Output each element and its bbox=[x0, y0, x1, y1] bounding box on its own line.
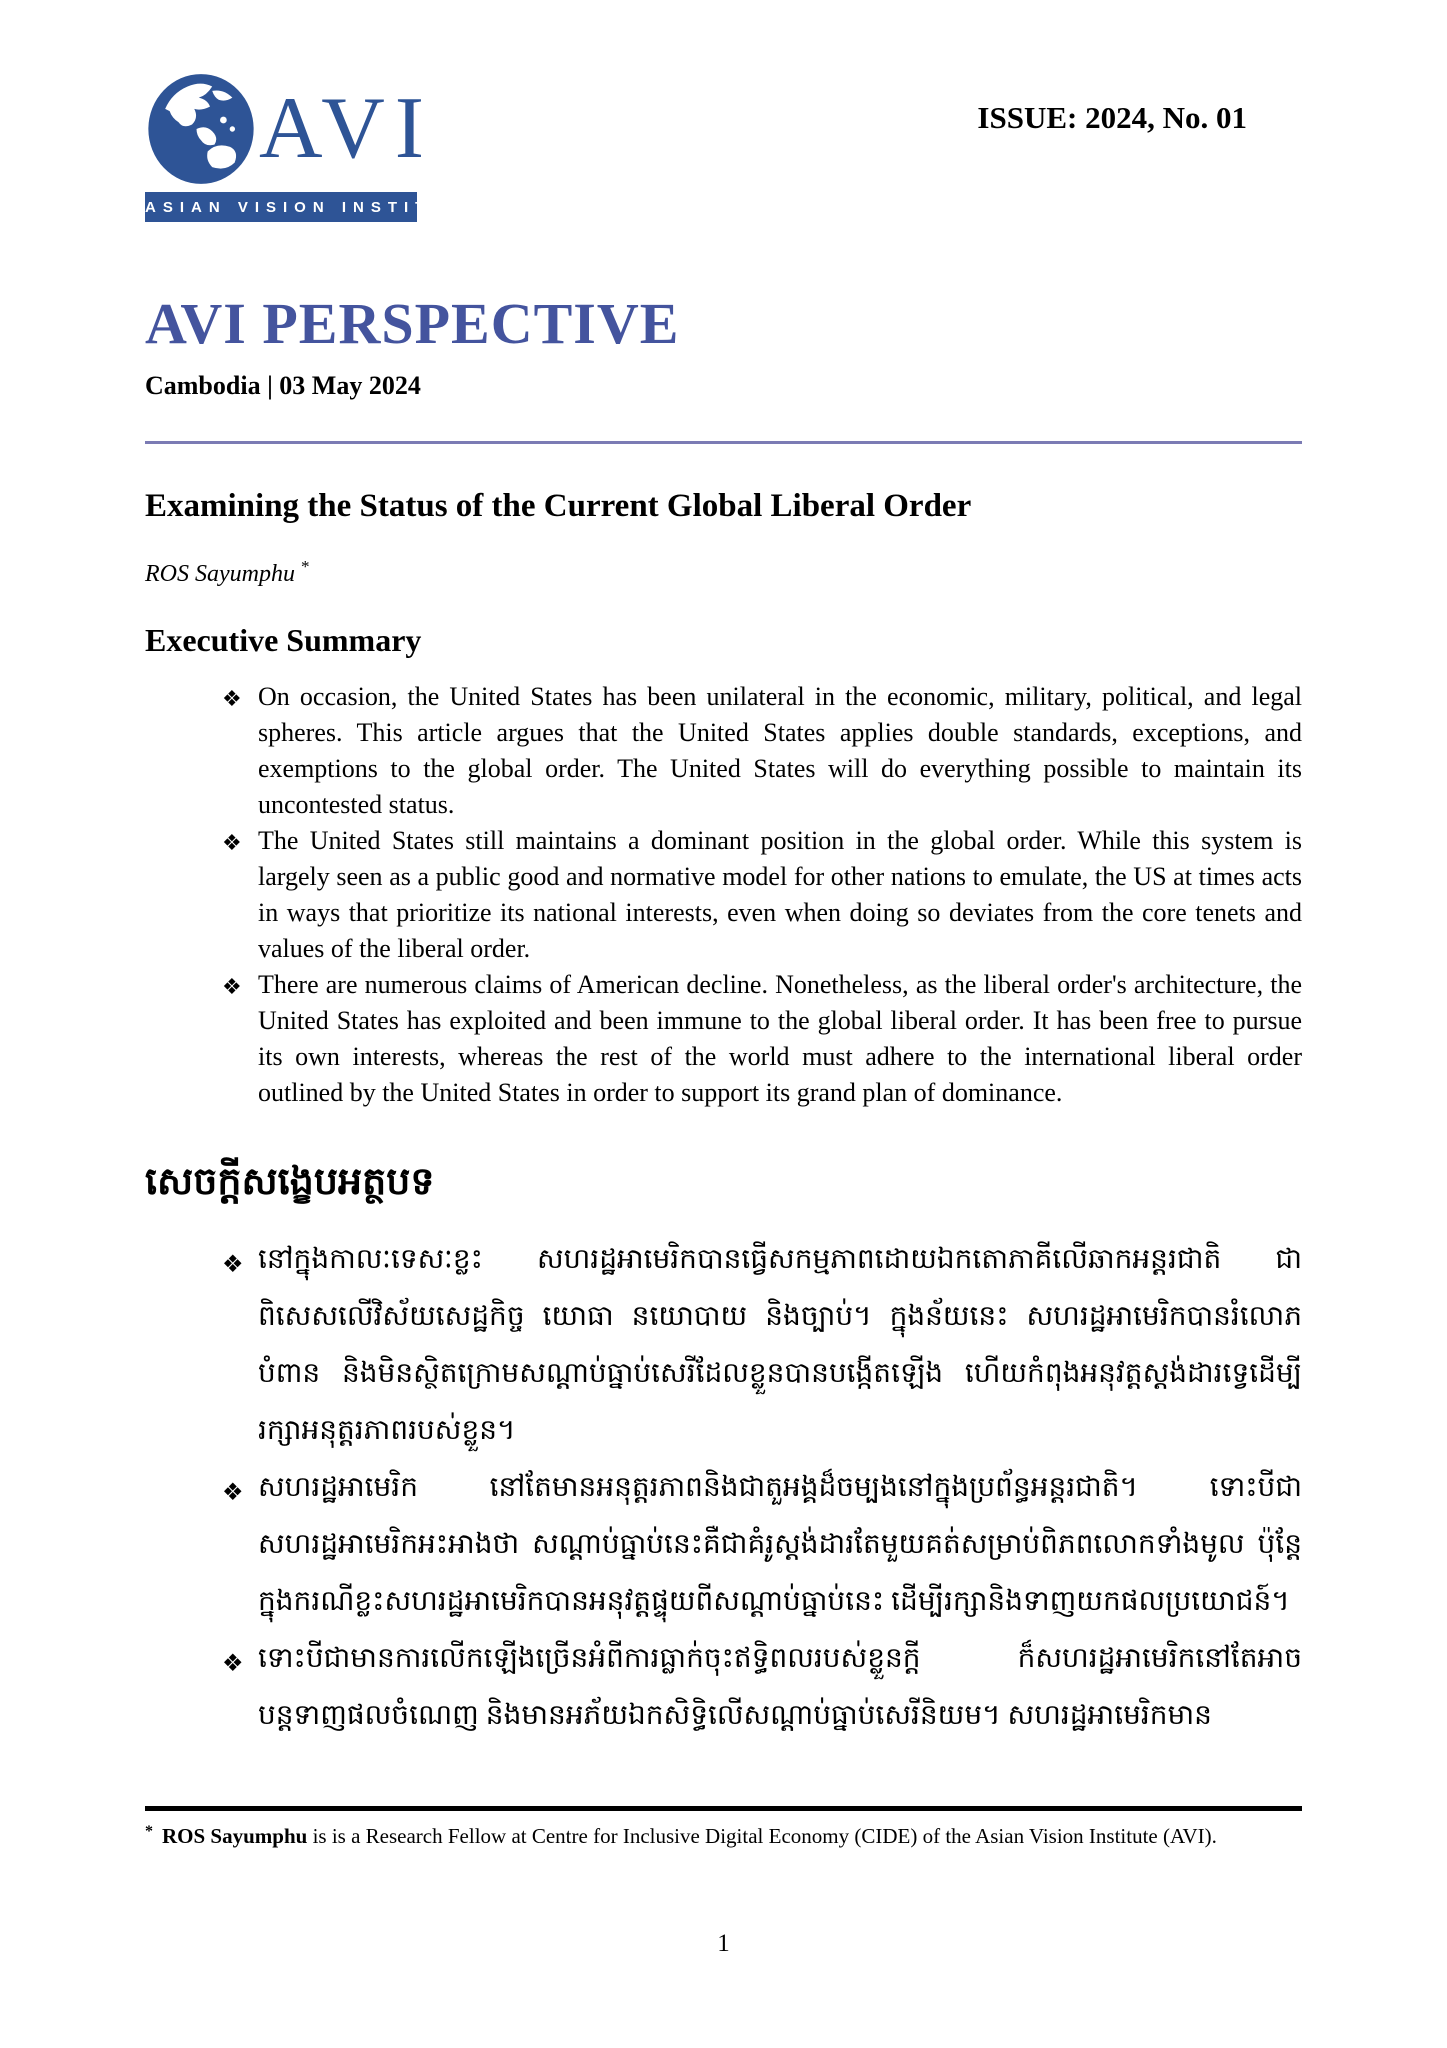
footnote-text: is is a Research Fellow at Centre for Inclusive Digital Economy (CIDE) of the Asian Vision Institute (AVI). bbox=[312, 1824, 1217, 1848]
footnote-area bbox=[145, 1806, 1302, 1851]
executive-summary-list bbox=[222, 679, 1302, 1111]
bullet-diamond-icon: ❖ bbox=[222, 830, 242, 855]
logo-tagline: ASIAN VISION INSTITUTE bbox=[145, 192, 417, 222]
bullet-diamond-icon: ❖ bbox=[222, 686, 242, 711]
bullet-text: There are numerous claims of American decline. Nonetheless, as the liberal order's architecture, the United States has exploited and been immune to the global liberal order. It has been free to pursue its own interests, whereas the rest of the world must adhere to the international liberal order outlined by the United States in order to support its grand plan of dominance. bbox=[258, 970, 1302, 1107]
author-name: ROS Sayumphu bbox=[145, 561, 295, 587]
bullet-text: The United States still maintains a dominant position in the global order. While this system is largely seen as a public good and normative model for other nations to emulate, the US at times acts in ways that prioritize its national interests, even when doing so deviates from the core tenets and values of the liberal order. bbox=[258, 826, 1302, 963]
bullet-diamond-icon: ❖ bbox=[222, 1651, 244, 1677]
page-header bbox=[145, 0, 1302, 222]
bullet-diamond-icon: ❖ bbox=[222, 1252, 244, 1278]
bullet-text: សហរដ្ឋអាមេរិក នៅតែមានអនុត្តរភាពនិងជាតួអង្គដ៏ចម្បងនៅក្នុងប្រព័ន្ធអន្តរជាតិ។ ទោះបីជាសហរដ្ឋអាមេរិកអះអាងថា សណ្ដាប់ធ្នាប់នេះគឺជាគំរូស្តង់ដារតែមួយគត់សម្រាប់ពិភពលោកទាំងមូល ប៉ុន្តែក្នុងករណីខ្លះសហរដ្ឋអាមេរិកបានអនុវត្តផ្ទុយពីសណ្ដាប់ធ្នាប់នេះ ដើម្បីរក្សានិងទាញយកផលប្រយោជន៍។ bbox=[258, 1472, 1302, 1617]
header-divider bbox=[145, 441, 1302, 444]
bullet-text: នៅក្នុងកាលៈទេសៈខ្លះ សហរដ្ឋអាមេរិកបានធ្វើសកម្មភាពដោយឯកតោភាគីលើឆាកអន្តរជាតិ ជាពិសេសលើវិស័យសេដ្ឋកិច្ច យោធា នយោបាយ និងច្បាប់។ ក្នុងន័យនេះ សហរដ្ឋអាមេរិកបានរំលោភបំពាន និងមិនស្ថិតក្រោមសណ្ដាប់ធ្នាប់សេរីដែលខ្លួនបានបង្កើតឡើង ហើយកំពុងអនុវត្តស្តង់ដារទ្វេដើម្បីរក្សាអនុត្តរភាពរបស់ខ្លួន។ bbox=[258, 1244, 1302, 1446]
footnote-mark: * bbox=[145, 1823, 153, 1840]
logo-row bbox=[145, 70, 435, 188]
bullet-text: ទោះបីជាមានការលើកឡើងច្រើនអំពីការធ្លាក់ចុះឥទ្ធិពលរបស់ខ្លួនក្តី ក៏សហរដ្ឋអាមេរិកនៅតែអាចបន្តទាញផលចំណេញ និងមានអភ័យឯកសិទ្ធិលើសណ្ដាប់ធ្នាប់សេរីនិយម។ សហរដ្ឋអាមេរិកមាន bbox=[258, 1643, 1302, 1731]
bullet-diamond-icon: ❖ bbox=[222, 974, 242, 999]
author-line bbox=[145, 557, 1302, 588]
author-footnote-mark: * bbox=[300, 557, 310, 576]
issue-label: ISSUE: 2024, No. 01 bbox=[977, 100, 1247, 135]
logo-acronym: AVI bbox=[259, 80, 435, 177]
khmer-summary-list bbox=[222, 1231, 1302, 1744]
footnote-author: ROS Sayumphu bbox=[162, 1824, 308, 1848]
list-item bbox=[222, 679, 1302, 823]
article-title: Examining the Status of the Current Global Liberal Order bbox=[145, 488, 972, 524]
list-item bbox=[222, 1231, 1302, 1459]
executive-summary-heading: Executive Summary bbox=[145, 622, 422, 658]
khmer-summary-heading: សេចក្តីសង្ខេបអត្ថបទ bbox=[145, 1161, 435, 1203]
avi-logo bbox=[145, 70, 483, 222]
page-number: 1 bbox=[717, 1930, 730, 1957]
list-item bbox=[222, 967, 1302, 1111]
list-item bbox=[222, 1630, 1302, 1744]
footnote bbox=[145, 1821, 1302, 1851]
bullet-text: On occasion, the United States has been unilateral in the economic, military, political, and legal spheres. This article argues that the United States applies double standards, exceptions, and exemptions to the global order. The United States will do everything possible to maintain its uncontested status. bbox=[258, 682, 1302, 819]
list-item bbox=[222, 1459, 1302, 1630]
publication-title: AVI PERSPECTIVE bbox=[145, 291, 680, 356]
bullet-diamond-icon: ❖ bbox=[222, 1480, 244, 1506]
globe-icon bbox=[145, 70, 257, 188]
dateline: Cambodia | 03 May 2024 bbox=[145, 371, 421, 400]
list-item bbox=[222, 823, 1302, 967]
footnote-divider bbox=[145, 1806, 1302, 1811]
